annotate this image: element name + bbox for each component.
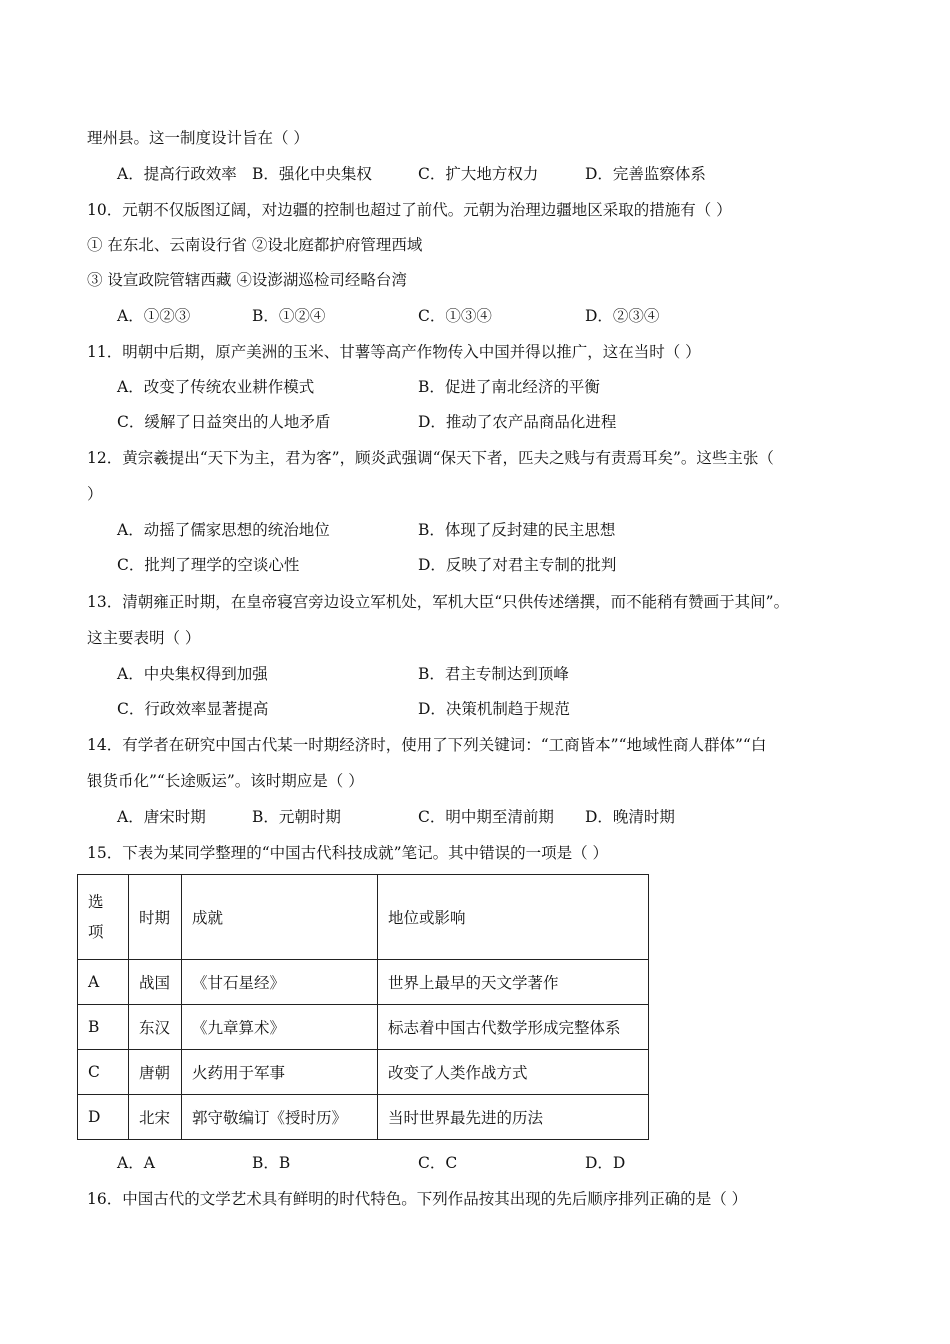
q13-option-b[interactable]: B．君主专制达到顶峰 — [418, 665, 569, 683]
cell-period: 战国 — [129, 960, 182, 1005]
q9-option-a[interactable]: A．提高行政效率 — [117, 165, 237, 183]
question-16-stem: 16．中国古代的文学艺术具有鲜明的时代特色。下列作品按其出现的先后顺序排列正确的是（ ） — [87, 1190, 748, 1208]
q15-option-b[interactable]: B．B — [252, 1154, 291, 1172]
table-header-row — [78, 875, 649, 960]
q14-option-b[interactable]: B．元朝时期 — [252, 808, 341, 826]
question-14-stem-line-2: 银货币化”“长途贩运”。该时期应是（ ） — [87, 772, 364, 790]
table-row — [78, 960, 649, 1005]
q11-option-c[interactable]: C．缓解了日益突出的人地矛盾 — [117, 413, 331, 431]
q15-option-d[interactable]: D．D — [585, 1154, 626, 1172]
question-11-stem: 11．明朝中后期，原产美洲的玉米、甘薯等高产作物传入中国并得以推广，这在当时（ ） — [87, 343, 701, 361]
cell-option: A — [78, 960, 129, 1005]
cell-influence: 当时世界最先进的历法 — [378, 1095, 649, 1140]
q12-option-b[interactable]: B．体现了反封建的民主思想 — [418, 521, 616, 539]
cell-period: 北宋 — [129, 1095, 182, 1140]
q12-option-d[interactable]: D．反映了对君主专制的批判 — [418, 556, 617, 574]
q13-option-a[interactable]: A．中央集权得到加强 — [117, 665, 268, 683]
q10-option-b[interactable]: B．①②④ — [252, 307, 326, 325]
question-14-stem-line-1: 14．有学者在研究中国古代某一时期经济时，使用了下列关键词：“工商皆本”“地域性商人群体”“白 — [87, 736, 767, 754]
header-achievement: 成就 — [182, 875, 378, 960]
header-influence: 地位或影响 — [378, 875, 649, 960]
cell-influence: 世界上最早的天文学著作 — [378, 960, 649, 1005]
science-achievements-table — [77, 874, 649, 1140]
question-15-stem: 15．下表为某同学整理的“中国古代科技成就”笔记。其中错误的一项是（ ） — [87, 844, 609, 862]
cell-achievement: 《甘石星经》 — [182, 960, 378, 1005]
table-row — [78, 1005, 649, 1050]
q15-option-a[interactable]: A．A — [117, 1154, 155, 1172]
q11-option-b[interactable]: B．促进了南北经济的平衡 — [418, 378, 600, 396]
cell-influence: 标志着中国古代数学形成完整体系 — [378, 1005, 649, 1050]
cell-period: 东汉 — [129, 1005, 182, 1050]
question-10-item-1: ① 在东北、云南设行省 ②设北庭都护府管理西域 — [87, 236, 423, 254]
q12-option-c[interactable]: C．批判了理学的空谈心性 — [117, 556, 300, 574]
cell-option: C — [78, 1050, 129, 1095]
cell-influence: 改变了人类作战方式 — [378, 1050, 649, 1095]
q10-option-a[interactable]: A．①②③ — [117, 307, 191, 325]
cell-option: B — [78, 1005, 129, 1050]
q9-option-c[interactable]: C．扩大地方权力 — [418, 165, 539, 183]
cell-achievement: 《九章算术》 — [182, 1005, 378, 1050]
question-13-stem-line-1: 13．清朝雍正时期，在皇帝寝宫旁边设立军机处，军机大臣“只供传述缮撰，而不能稍有赞画于其间”。 — [87, 593, 790, 611]
cell-achievement: 火药用于军事 — [182, 1050, 378, 1095]
q14-option-d[interactable]: D．晚清时期 — [585, 808, 675, 826]
q14-option-c[interactable]: C．明中期至清前期 — [418, 808, 554, 826]
question-9-tail: 理州县。这一制度设计旨在（ ） — [87, 129, 309, 147]
q13-option-c[interactable]: C．行政效率显著提高 — [117, 700, 269, 718]
q9-option-d[interactable]: D．完善监察体系 — [585, 165, 706, 183]
header-option — [78, 875, 129, 960]
q15-option-c[interactable]: C．C — [418, 1154, 458, 1172]
q10-option-d[interactable]: D．②③④ — [585, 307, 660, 325]
q12-option-a[interactable]: A．动摇了儒家思想的统治地位 — [117, 521, 330, 539]
question-12-stem-line-1: 12．黄宗羲提出“天下为主，君为客”，顾炎武强调“保天下者，匹夫之贱与有责焉耳矣”。这些主张（ — [87, 449, 774, 467]
q13-option-d[interactable]: D．决策机制趋于规范 — [418, 700, 570, 718]
header-option-char-2: 项 — [88, 923, 104, 941]
q11-option-d[interactable]: D．推动了农产品商品化进程 — [418, 413, 617, 431]
cell-achievement: 郭守敬编订《授时历》 — [182, 1095, 378, 1140]
table-row — [78, 1095, 649, 1140]
question-12-stem-line-2: ） — [87, 485, 103, 503]
header-option-char-1: 选 — [88, 893, 104, 911]
q11-option-a[interactable]: A．改变了传统农业耕作模式 — [117, 378, 315, 396]
question-10-stem: 10．元朝不仅版图辽阔，对边疆的控制也超过了前代。元朝为治理边疆地区采取的措施有（ ） — [87, 201, 732, 219]
cell-option: D — [78, 1095, 129, 1140]
q14-option-a[interactable]: A．唐宋时期 — [117, 808, 206, 826]
q9-option-b[interactable]: B．强化中央集权 — [252, 165, 372, 183]
cell-period: 唐朝 — [129, 1050, 182, 1095]
question-10-item-2: ③ 设宣政院管辖西藏 ④设澎湖巡检司经略台湾 — [87, 271, 407, 289]
table-row — [78, 1050, 649, 1095]
q10-option-c[interactable]: C．①③④ — [418, 307, 492, 325]
question-13-stem-line-2: 这主要表明（ ） — [87, 629, 201, 647]
header-period: 时期 — [129, 875, 182, 960]
